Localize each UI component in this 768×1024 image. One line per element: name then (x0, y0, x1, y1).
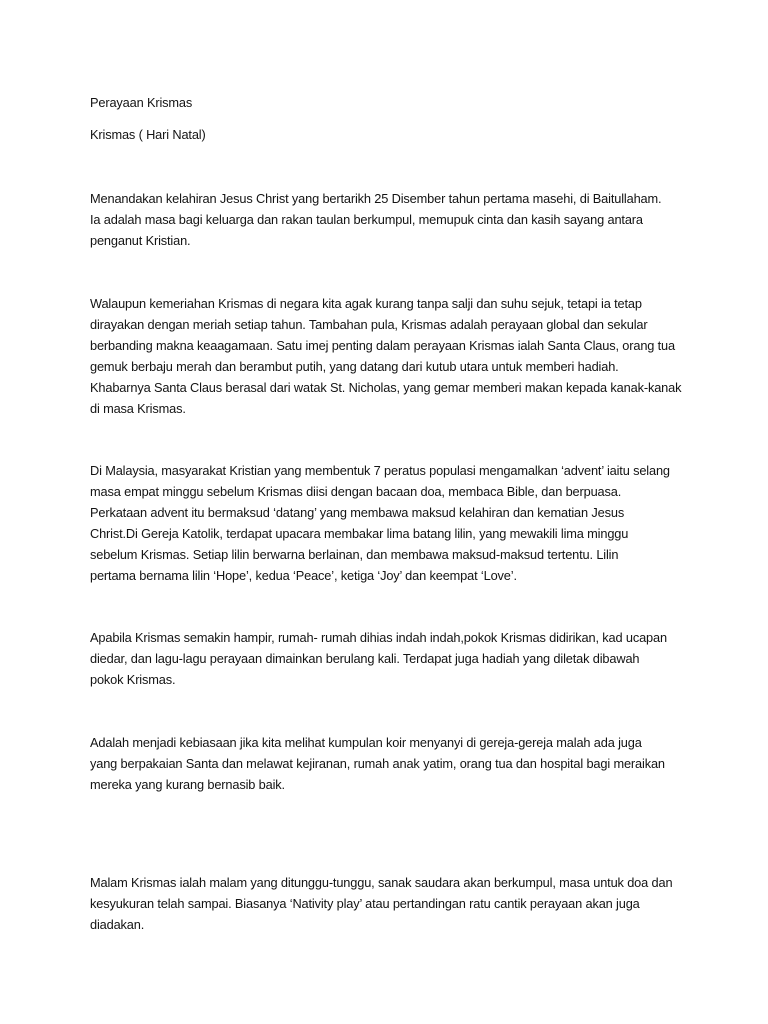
paragraph-4-line-2: diedar, dan lagu-lagu perayaan dimainkan berulang kali. Terdapat juga hadiah yang diletak dibawah (90, 651, 640, 666)
paragraph-4-line-3: pokok Krismas. (90, 672, 176, 687)
document-subtitle: Krismas ( Hari Natal) (90, 127, 206, 142)
paragraph-5-line-1: Adalah menjadi kebiasaan jika kita melihat kumpulan koir menyanyi di gereja-gereja malah ada juga (90, 735, 642, 750)
paragraph-3-line-4: Christ.Di Gereja Katolik, terdapat upacara membakar lima batang lilin, yang mewakili lima minggu (90, 526, 629, 541)
paragraph-3-line-6: pertama bernama lilin ‘Hope’, kedua ‘Peace’, ketiga ‘Joy’ dan keempat ‘Love’. (90, 568, 517, 583)
paragraph-4-line-1: Apabila Krismas semakin hampir, rumah- rumah dihias indah indah,pokok Krismas didirikan, kad ucapan (90, 630, 667, 645)
paragraph-2-line-4: gemuk berbaju merah dan berambut putih, yang datang dari kutub utara untuk memberi hadiah. (90, 359, 619, 374)
paragraph-3-line-2: masa empat minggu sebelum Krismas diisi dengan bacaan doa, membaca Bible, dan berpuasa. (90, 484, 622, 499)
paragraph-5-line-2: yang berpakaian Santa dan melawat kejiranan, rumah anak yatim, orang tua dan hospital bagi meraikan (90, 756, 665, 771)
paragraph-2-line-3: berbanding makna keaagamaan. Satu imej penting dalam perayaan Krismas ialah Santa Claus, orang tua (90, 338, 675, 353)
paragraph-1-line-3: penganut Kristian. (90, 233, 191, 248)
document-title: Perayaan Krismas (90, 95, 193, 110)
paragraph-1-line-2: Ia adalah masa bagi keluarga dan rakan taulan berkumpul, memupuk cinta dan kasih sayang antara (90, 212, 643, 227)
paragraph-5-line-3: mereka yang kurang bernasib baik. (90, 777, 285, 792)
paragraph-6-line-2: kesyukuran telah sampai. Biasanya ‘Nativity play’ atau pertandingan ratu cantik perayaan akan juga (90, 896, 640, 911)
paragraph-3-line-5: sebelum Krismas. Setiap lilin berwarna berlainan, dan membawa maksud-maksud tertentu. Lilin (90, 547, 619, 562)
paragraph-2-line-5: Khabarnya Santa Claus berasal dari watak St. Nicholas, yang gemar memberi makan kepada kanak-kanak (90, 380, 682, 395)
paragraph-2-line-1: Walaupun kemeriahan Krismas di negara kita agak kurang tanpa salji dan suhu sejuk, tetapi ia tetap (90, 296, 642, 311)
paragraph-1-line-1: Menandakan kelahiran Jesus Christ yang bertarikh 25 Disember tahun pertama masehi, di Baitullaham. (90, 191, 662, 206)
paragraph-2-line-2: dirayakan dengan meriah setiap tahun. Tambahan pula, Krismas adalah perayaan global dan sekular (90, 317, 648, 332)
paragraph-3-line-1: Di Malaysia, masyarakat Kristian yang membentuk 7 peratus populasi mengamalkan ‘advent’ iaitu selang (90, 463, 670, 478)
paragraph-6-line-3: diadakan. (90, 917, 145, 932)
paragraph-3-line-3: Perkataan advent itu bermaksud ‘datang’ yang membawa maksud kelahiran dan kematian Jesus (90, 505, 625, 520)
paragraph-6-line-1: Malam Krismas ialah malam yang ditunggu-tunggu, sanak saudara akan berkumpul, masa untuk doa dan (90, 875, 673, 890)
paragraph-2-line-6: di masa Krismas. (90, 401, 186, 416)
